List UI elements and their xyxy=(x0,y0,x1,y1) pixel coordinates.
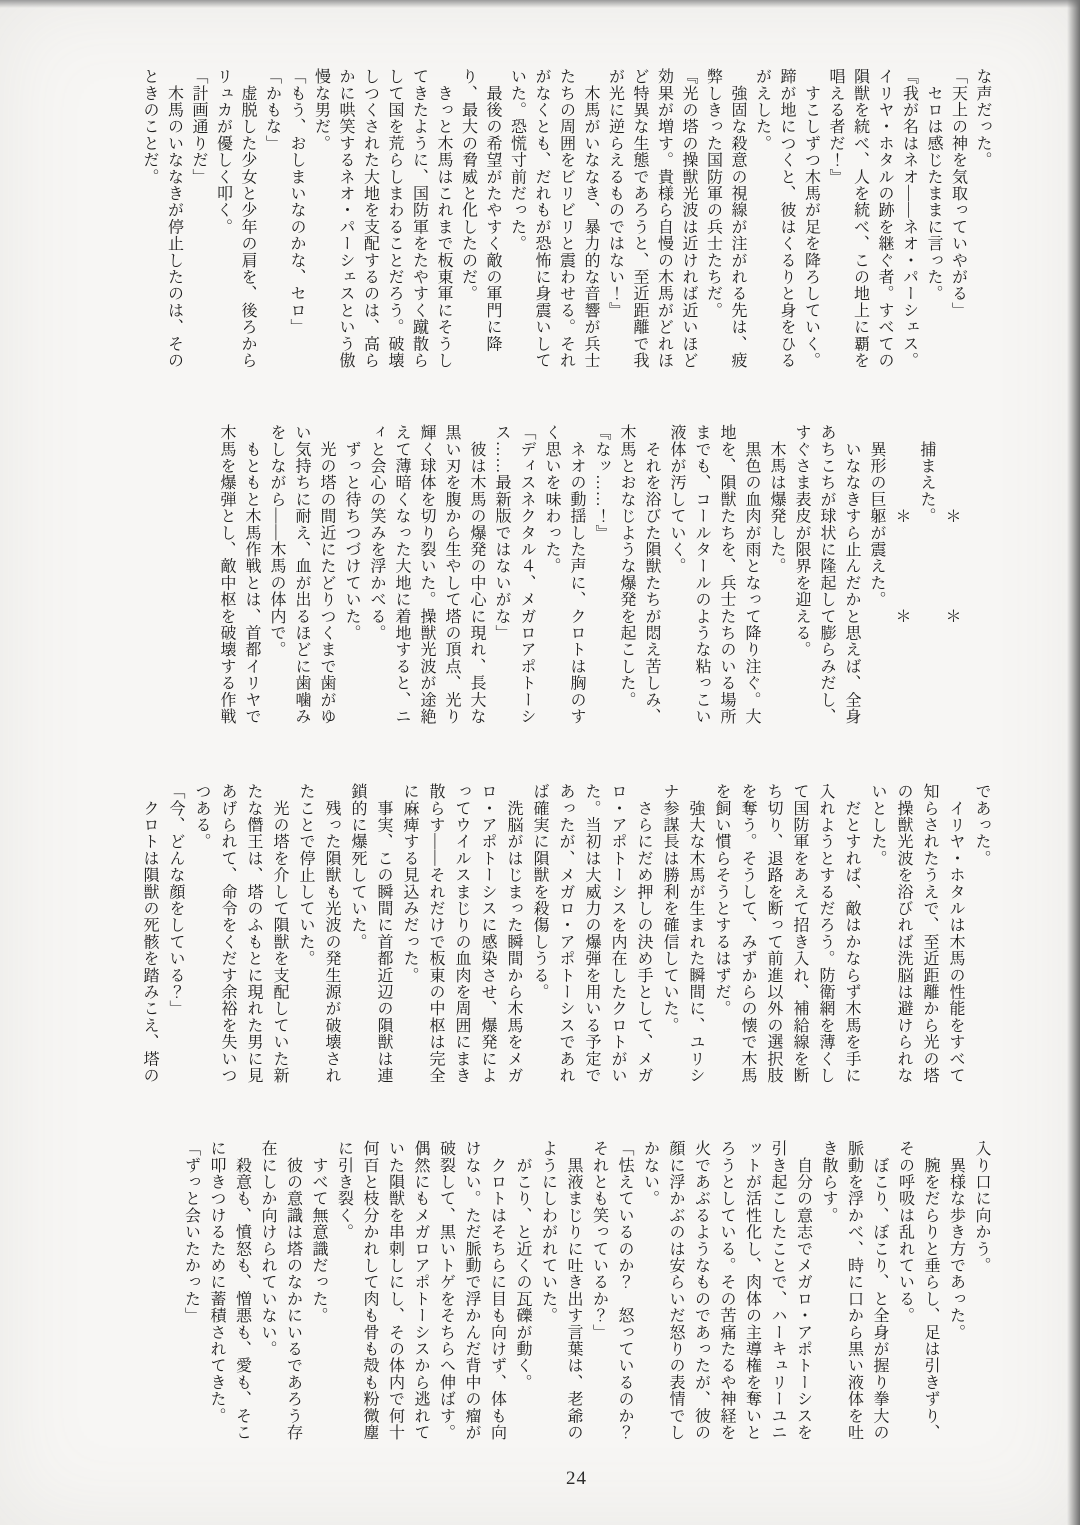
paragraph: 入り口に向かう。 xyxy=(973,1140,990,1274)
paragraph: ぼこり、ぼこり、と全身が握り拳大の脈動を浮かべ、時に口から黒い液体を吐き散らす。 xyxy=(820,1140,888,1441)
paragraph: 「かもな」 xyxy=(263,68,281,152)
paragraph: 『なッ……！』 xyxy=(593,424,610,541)
paragraph: それを浴びた隕獣たちが悶え苦しみ、木馬とおなじような爆発を起こした。 xyxy=(618,424,660,725)
paragraph: クロトは隕獣の死骸を踏みこえ、塔の xyxy=(141,783,158,1084)
paragraph: もともと木馬作戦とは、首都イリヤで木馬を爆弾とし、敵中枢を破壊する作戦 xyxy=(218,424,260,725)
paragraph: セロは感じたままに言った。 xyxy=(925,68,942,302)
paragraph: 虚脱した少女と少年の肩を、後ろからリュカが優しく叩く。 xyxy=(214,68,256,369)
paragraph: 彼は木馬の爆発の中心に現れ、長大な黒い刃を腹から生やして塔の頂点、光り輝く球体を切り裂いた。操獣光波が途絶えて薄暗くなった大地に着地すると、ニィと会心の笑みを浮かべる。 xyxy=(368,424,485,725)
paragraph: 異形の巨躯が震えた。 xyxy=(868,424,885,608)
paragraph: 捕まえた。 xyxy=(918,424,935,525)
paragraph: 木馬は爆発した。 xyxy=(768,424,785,575)
paragraph: 「計画通りだ」 xyxy=(190,68,207,185)
scene-break-marker: ＊ ＊ xyxy=(893,424,910,625)
paragraph: 異様な歩き方であった。 xyxy=(947,1140,965,1341)
paragraph: きっと木馬はこれまで板東軍にそうしてきたように、国防軍をたやすく蹴散らして国を荒らしまわることだろう。破壊しつくされた大地を支配するのは、高らかに哄笑するネオ・パーシェスという傲慢な男だ。 xyxy=(312,68,452,369)
scene-break-marker: ＊ ＊ xyxy=(943,424,960,625)
paragraph: ネオの動揺した声に、クロトは胸のすく思いを味わった。 xyxy=(543,424,585,725)
paragraph: すこしずつ木馬が足を降ろしていく。蹄が地につくと、彼はくるりと身をひるがえした。 xyxy=(753,68,820,369)
paragraph: 残った隕獣も光波の発生源が破壊されたことで停止していた。 xyxy=(297,783,340,1084)
paragraph: 「怯えているのか？ 怒っているのか？それとも笑っているか？」 xyxy=(590,1140,633,1441)
paragraph: な声だった。 xyxy=(974,68,991,169)
paragraph: 木馬のいななきが停止したのは、そのときのことだ。 xyxy=(141,68,183,369)
paragraph: 『光の塔の操獣光波は近ければ近いほど効果が増す。貴様ら自慢の木馬がどれほど特異な生態であろうと、至近距離で我が光に逆らえるものではない！』 xyxy=(606,68,697,369)
text-band-2 xyxy=(214,424,964,726)
paragraph: 洗脳がはじまった瞬間から木馬をメガロ・アポトーシスに感染させ、爆発によってウイルスまじりの血肉を周囲にまき散らす――それだけで板東の中枢は完全に麻痺する見込みだった。 xyxy=(401,783,522,1084)
paragraph: すべて無意識だった。 xyxy=(310,1140,327,1324)
paragraph: だとすれば、敵はかならず木馬を手に入れようとするだろう。防衛網を薄くして国防軍をあえて招き入れ、補給線を断ち切り、退路を断って前進以外の選択肢を奪う。そうして、みずからの懐で木馬を飼い慣らそうとするはずだ。 xyxy=(713,783,860,1084)
paragraph: クロトはそちらに目も向けず、体も向けない。ただ脈動で浮かんだ背中の瘤が破裂して、黒いトゲをそちらへ伸ばす。 xyxy=(437,1140,506,1441)
paragraph: 腕をだらりと垂らし、足は引きずり、その呼吸は乱れている。 xyxy=(896,1140,939,1441)
paragraph: 光の塔を介して隕獣を支配していた新たな僭王は、塔のふもとに現れた男に見あげられて、命令をくだす余裕を失いつつある。 xyxy=(193,783,288,1084)
paragraph: 光の塔の間近にたどりつくまで歯がゆい気持ちに耐え、血が出るほどに歯噛みをしながら――木馬の体内で。 xyxy=(268,424,335,725)
paragraph: いななきすら止んだかと思えば、全身あちこちが球状に隆起して膨らみだし、すぐさま表皮が限界を迎える。 xyxy=(793,424,860,725)
paragraph: 黒色の血肉が雨となって降り注ぐ。大地を、隕獣たちを、兵士たちのいる場所までも、コールタールのような粘っこい液体が汚していく。 xyxy=(668,424,760,725)
paragraph: 「ずっと会いたかった」 xyxy=(182,1140,200,1324)
paragraph: イリヤ・ホタルは木馬の性能をすべて知らされたうえで、至近距離から光の塔の操獣光波を浴びれば洗脳は避けられないとした。 xyxy=(869,783,964,1084)
text-band-4 xyxy=(178,1140,994,1442)
paragraph: 殺意も、憤怒も、憎悪も、愛も、そこに叩きつけるために蓄積されてきた。 xyxy=(208,1140,251,1441)
paragraph: 黒液まじりに吐き出す言葉は、老爺のようにしわがれていた。 xyxy=(539,1140,582,1441)
paragraph: 強大な木馬が生まれた瞬間に、ユリシナ参謀長は勝利を確信していた。 xyxy=(661,783,704,1084)
paragraph: 自分の意志でメガロ・アポトーシスを引き起こしたことで、ハーキュリーユニットが活性化し、肉体の主導権を奪いとろうとしている。その苦痛たるや神経を火であぶるようなものであったが、彼の顔に浮かぶのは安らいだ怒りの表情でしかない。 xyxy=(641,1140,812,1441)
paragraph: がこり、と近くの瓦礫が動く。 xyxy=(514,1140,531,1391)
paragraph: 木馬がいななき、暴力的な音響が兵士たちの周囲をビリビリと震わせる。それがなくとも、だれもが恐怖に身震いしていた。恐慌寸前だった。 xyxy=(508,68,599,369)
paragraph: 強固な殺意の視線が注がれる先は、疲弊しきった国防軍の兵士たちだ。 xyxy=(704,68,746,369)
paragraph: 「今、どんな顔をしている？」 xyxy=(167,783,184,1017)
paragraph: 偶然にもメガロアポトーシスから逃れていた隕獣を串刺しにし、その体内で何十何百と枝分かれして肉も骨も殻も粉微塵に引き裂く。 xyxy=(335,1140,429,1441)
paragraph: 彼の意識は塔のなかにいるであろう存在にしか向けられていない。 xyxy=(259,1140,302,1441)
paragraph: 「もう、おしまいなのかな、セロ」 xyxy=(288,68,305,336)
text-band-1 xyxy=(137,68,995,370)
paragraph: であった。 xyxy=(973,783,990,867)
paragraph: 『我が名はネオ――ネオ・パーシェス。イリヤ・ホタルの跡を継ぐ者。すべての隕獣を統べ、人を統べ、この地上に覇を唱える者だ！』 xyxy=(827,68,918,369)
paragraph: 「ディスネクタル４、メガロアポトーシス……最新版ではないがな」 xyxy=(493,424,535,725)
paragraph: 事実、この瞬間に首都近辺の隕獣は連鎖的に爆死していた。 xyxy=(349,783,392,1084)
scan-edge-top xyxy=(0,0,1080,8)
paragraph: ずっと待ちつづけていた。 xyxy=(343,424,360,642)
page-number: 24 xyxy=(566,1468,587,1489)
paragraph: さらにだめ押しの決め手として、メガロ・アポトーシスを内在したクロトがいた。当初は大威力の爆弾を用いる予定であったが、メガロ・アポトーシスであれば確実に隕獣を殺傷しうる。 xyxy=(531,783,652,1084)
paragraph: 最後の希望がたやすく敵の軍門に降り、最大の脅威と化したのだ。 xyxy=(459,68,501,352)
scan-edge-right xyxy=(1067,0,1080,1525)
text-band-3 xyxy=(136,783,994,1085)
paragraph: 「天上の神を気取っていやがる」 xyxy=(949,68,967,319)
